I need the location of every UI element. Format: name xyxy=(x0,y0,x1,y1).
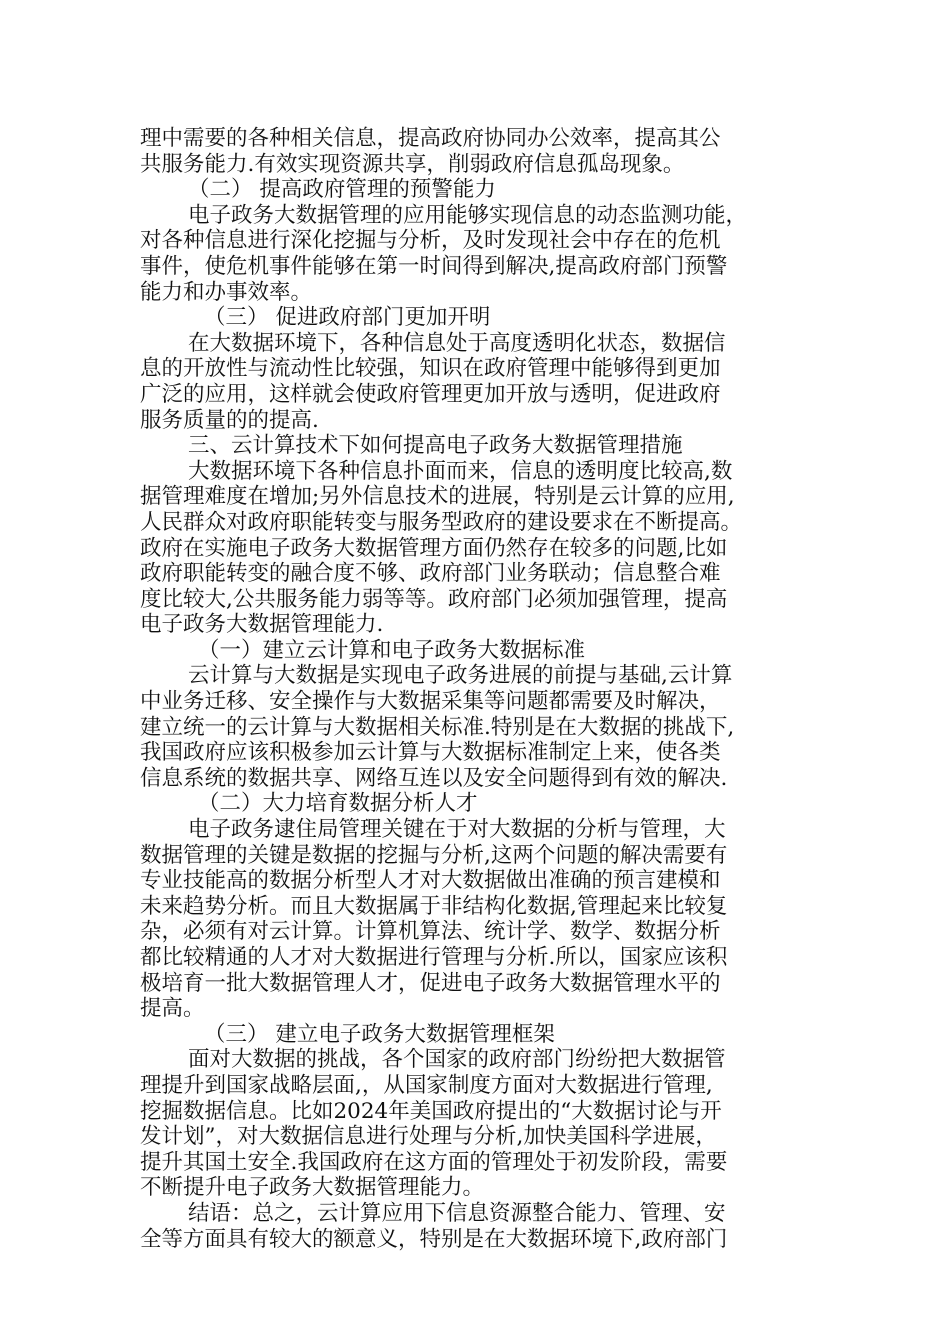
text-line: 理提升到国家战略层面,，从国家制度方面对大数据进行管理, xyxy=(140,1072,713,1098)
text-line: 度比较大,公共服务能力弱等等。政府部门必须加强管理，提高 xyxy=(140,586,728,612)
text-line: （一）建立云计算和电子政务大数据标准 xyxy=(198,637,586,663)
text-line: （三） 促进政府部门更加开明 xyxy=(204,305,491,331)
text-line: 全等方面具有较大的额意义，特别是在大数据环境下,政府部门 xyxy=(140,1226,728,1252)
text-line: 大数据环境下各种信息扑面而来，信息的透明度比较高,数 xyxy=(188,458,733,484)
text-line: 未来趋势分析。而且大数据属于非结构化数据,管理起来比较复 xyxy=(140,893,728,919)
text-line: 事件，使危机事件能够在第一时间得到解决,提高政府部门预警 xyxy=(140,253,728,279)
text-line: 电子政务大数据管理的应用能够实现信息的动态监测功能， xyxy=(188,202,748,228)
text-line: 电子政务大数据管理能力. xyxy=(140,612,384,638)
text-line: （二）大力培育数据分析人才 xyxy=(198,791,478,817)
text-line: 专业技能高的数据分析型人才对大数据做出准确的预言建模和 xyxy=(140,868,721,894)
text-line: 都比较精通的人才对大数据进行管理与分析.所以，国家应该积 xyxy=(140,945,728,970)
text-line: 电子政务逮住局管理关键在于对大数据的分析与管理，大 xyxy=(188,817,726,843)
text-line: 对各种信息进行深化挖掘与分析，及时发现社会中存在的危机 xyxy=(140,228,721,254)
text-line: 杂，必须有对云计算。计算机算法、统计学、数学、数据分析 xyxy=(140,919,721,945)
text-line: （二） 提高政府管理的预警能力 xyxy=(188,177,496,203)
text-line: 理中需要的各种相关信息，提高政府协同办公效率，提高其公 xyxy=(140,126,721,151)
text-line: 建立统一的云计算与大数据相关标准.特别是在大数据的挑战下, xyxy=(140,714,735,740)
text-line: 挖掘数据信息。比如2024年美国政府提出的“大数据讨论与开 xyxy=(140,1098,722,1124)
text-line: 面对大数据的挑战，各个国家的政府部门纷纷把大数据管 xyxy=(188,1047,726,1073)
text-line: 政府职能转变的融合度不够、政府部门业务联动；信息整合难 xyxy=(140,561,721,587)
text-line: 中业务迁移、安全操作与大数据采集等问题都需要及时解决， xyxy=(140,689,721,715)
text-line: 不断提升电子政务大数据管理能力。 xyxy=(140,1175,485,1201)
text-line: 息的开放性与流动性比较强，知识在政府管理中能够得到更加 xyxy=(140,356,721,382)
text-line: 数据管理的关键是数据的挖掘与分析,这两个问题的解决需要有 xyxy=(140,842,728,868)
text-line: 结语：总之，云计算应用下信息资源整合能力、管理、安 xyxy=(188,1200,726,1226)
text-line: 服务质量的的提高. xyxy=(140,407,319,433)
text-line: 发计划”，对大数据信息进行处理与分析,加快美国科学进展， xyxy=(140,1124,717,1150)
text-line: （三） 建立电子政务大数据管理框架 xyxy=(204,1021,555,1047)
text-line: 人民群众对政府职能转变与服务型政府的建设要求在不断提高。 xyxy=(140,509,743,535)
document-page xyxy=(140,126,810,1252)
text-line: 我国政府应该积极参加云计算与大数据标准制定上来，使各类 xyxy=(140,740,721,766)
text-line: 据管理难度在增加;另外信息技术的进展，特别是云计算的应用, xyxy=(140,484,735,510)
text-line: 广泛的应用，这样就会使政府管理更加开放与透明，促进政府 xyxy=(140,381,721,407)
text-line: 三、云计算技术下如何提高电子政务大数据管理措施 xyxy=(188,433,683,459)
text-line: 提升其国土安全.我国政府在这方面的管理处于初发阶段，需要 xyxy=(140,1149,728,1175)
text-line: 能力和办事效率。 xyxy=(140,279,313,305)
text-line: 在大数据环境下，各种信息处于高度透明化状态，数据信 xyxy=(188,330,726,356)
text-line: 共服务能力.有效实现资源共享，削弱政府信息孤岛现象。 xyxy=(140,151,685,177)
text-line: 政府在实施电子政务大数据管理方面仍然存在较多的问题,比如 xyxy=(140,535,728,561)
text-line: 极培育一批大数据管理人才，促进电子政务大数据管理水平的 xyxy=(140,970,721,996)
text-line: 提高。 xyxy=(140,996,205,1022)
text-line: 云计算与大数据是实现电子政务进展的前提与基础,云计算 xyxy=(188,663,733,689)
text-line: 信息系统的数据共享、网络互连以及安全问题得到有效的解决. xyxy=(140,765,728,791)
